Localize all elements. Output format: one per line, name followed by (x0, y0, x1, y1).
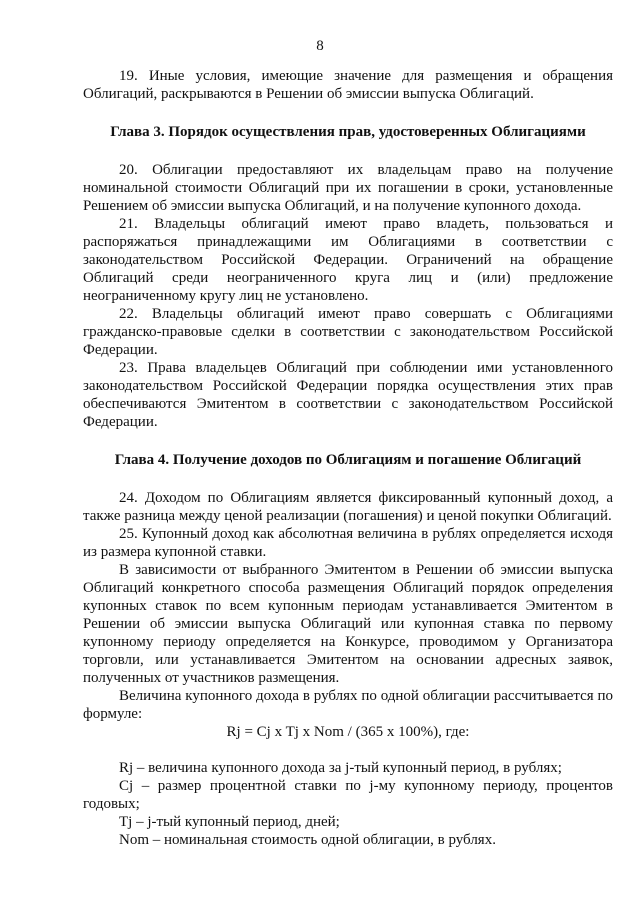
paragraph-22: 22. Владельцы облигаций имеют право совершать с Облигациями гражданско-правовые сделки в соответствии с законодательством Российской Федерации. (83, 306, 613, 358)
definition-nom: Nom – номинальная стоимость одной облигации, в рублях. (119, 832, 496, 848)
paragraph-21: 21. Владельцы облигаций имеют право владеть, пользоваться и распоряжаться принадлежащими им Облигациями в соответствии с законодательством Российской Федерации. Ограничений на обращение Облигаций среди неограниченного круга лиц и (или) предложение неограниченному кругу лиц не установлено. (83, 216, 613, 304)
paragraph-23: 23. Права владельцев Облигаций при соблюдении ими установленного законодательством Российской Федерации порядка осуществления этих прав обеспечиваются Эмитентом в соответствии с законодательством Российской Федерации. (83, 360, 613, 430)
paragraph-25: 25. Купонный доход как абсолютная величина в рублях определяется исходя из размера купонной ставки. (83, 526, 613, 560)
coupon-formula: Rj = Cj x Tj x Nom / (365 x 100%), где: (226, 724, 470, 740)
chapter-4-heading: Глава 4. Получение доходов по Облигациям и погашение Облигаций (114, 452, 582, 468)
chapter-3-heading: Глава 3. Порядок осуществления прав, удостоверенных Облигациями (110, 124, 586, 140)
paragraph-coupon-formula-intro: Величина купонного дохода в рублях по одной облигации рассчитывается по формуле: (83, 688, 613, 722)
definition-rj: Rj – величина купонного дохода за j-тый купонный период, в рублях; (119, 760, 562, 776)
paragraph-20: 20. Облигации предоставляют их владельцам право на получение номинальной стоимости Облигаций при их погашении в сроки, установленные Решением об эмиссии выпуска Облигаций, и на получение купонного дохода. (83, 162, 613, 214)
paragraph-24: 24. Доходом по Облигациям является фиксированный купонный доход, а также разница между ценой реализации (погашения) и ценой покупки Облигаций. (83, 490, 613, 524)
definition-cj: Cj – размер процентной ставки по j-му купонному периоду, процентов годовых; (83, 778, 613, 812)
paragraph-19: 19. Иные условия, имеющие значение для размещения и обращения Облигаций, раскрываются в Решении об эмиссии выпуска Облигаций. (83, 68, 613, 102)
definition-tj: Tj – j-тый купонный период, дней; (119, 814, 340, 830)
page-number: 8 (316, 38, 324, 54)
paragraph-coupon-rate-determination: В зависимости от выбранного Эмитентом в Решении об эмиссии выпуска Облигаций конкретного способа размещения Облигаций порядок определения купонных ставок по всем купонным периодам устанавливается Эмитентом в Решении об эмиссии выпуска Облигаций или купонная ставка по первому купонному периоду определяется на Конкурсе, проводимом у Организатора торговли, или устанавливается Эмитентом на основании адресных заявок, полученных от участников размещения. (83, 562, 613, 686)
document-body (83, 67, 613, 849)
